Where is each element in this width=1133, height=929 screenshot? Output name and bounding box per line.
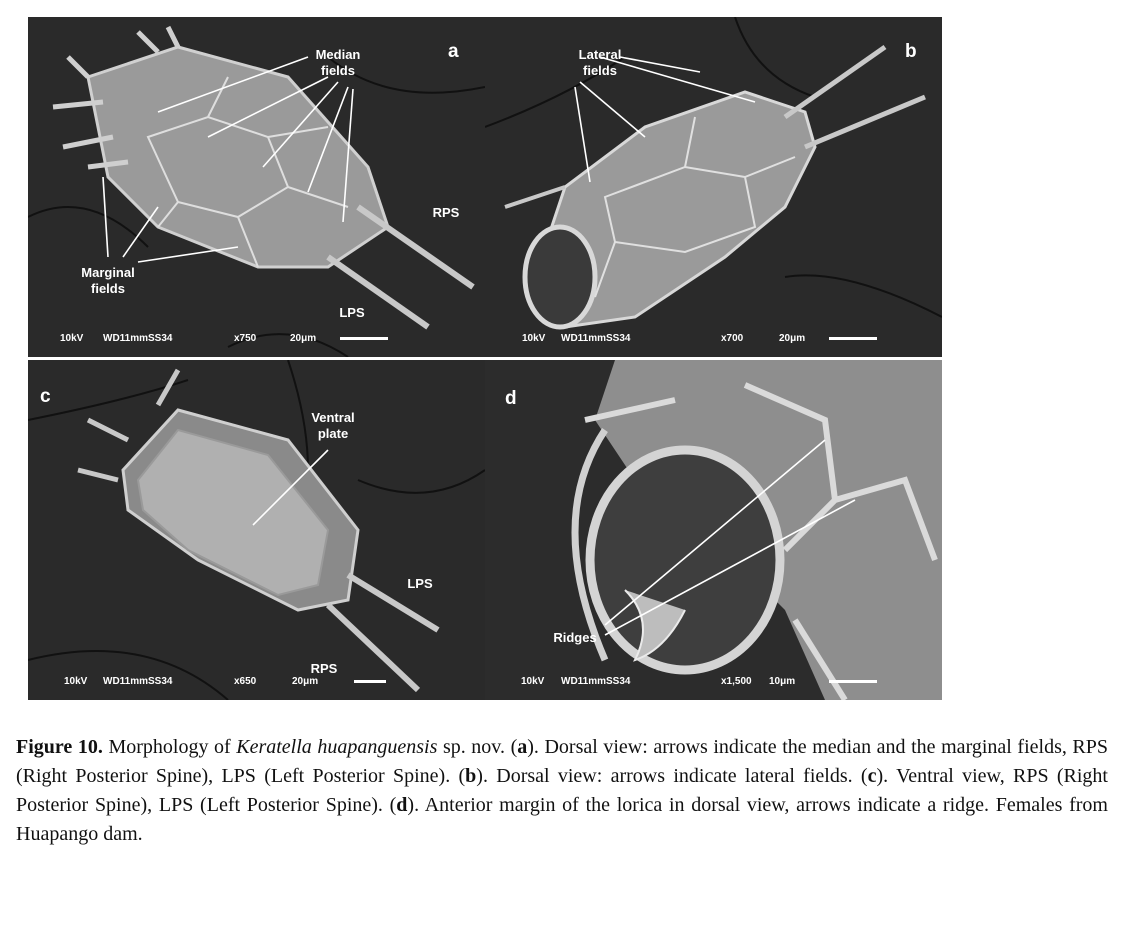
info-scale: 20μm	[292, 676, 319, 687]
info-mag: x750	[234, 333, 257, 344]
info-mag: x650	[234, 676, 257, 687]
info-wd: WD11mmSS34	[561, 676, 631, 687]
figure-caption	[16, 733, 1108, 849]
panel-b	[485, 17, 942, 357]
species-name: Keratella huapanguensis	[236, 736, 438, 758]
scale-bar	[340, 337, 388, 340]
info-kv: 10kV	[521, 676, 545, 687]
sem-info-bar-d	[485, 672, 942, 692]
panel-c	[28, 360, 485, 700]
scale-bar	[354, 680, 386, 683]
caption-text: ). Anterior margin of the lorica in dorsal view, arrows indicate a ridge. Females from Huapango dam.	[16, 794, 1108, 845]
label-lateral-fields: Lateral fields	[578, 47, 622, 78]
label-median-fields: Median fields	[315, 47, 361, 78]
label-marginal-fields: Marginal fields	[81, 265, 135, 296]
label-lps: LPS	[339, 305, 365, 320]
caption-text: ). Dorsal view: arrows indicate the median and the marginal fields, RPS (Right Posterior Spine), LPS (Left Posterior Spine). (	[16, 736, 1109, 787]
label-lps: LPS	[407, 576, 433, 591]
info-kv: 10kV	[60, 333, 84, 344]
info-mag: x700	[721, 333, 744, 344]
label-ventral-plate: Ventral plate	[311, 410, 355, 441]
sem-info-bar-c	[28, 672, 485, 692]
info-scale: 20μm	[290, 333, 317, 344]
caption-text: sp. nov. (	[442, 736, 518, 758]
label-rps: RPS	[432, 205, 460, 220]
sem-info-bar-a	[28, 329, 485, 349]
panel-letter-b: b	[905, 41, 917, 62]
caption-text: ). Ventral view, RPS (Right Posterior Spine), LPS (Left Posterior Spine). (	[16, 765, 1108, 816]
info-mag: x1,500	[721, 676, 752, 687]
panel-letter-c: c	[40, 386, 51, 407]
info-scale: 20μm	[779, 333, 806, 344]
sem-image-d	[485, 360, 942, 700]
figure-label: Figure 10.	[16, 736, 103, 758]
sem-info-bar-b	[485, 329, 942, 349]
panel-letter-a: a	[448, 41, 459, 62]
panel-ref-a: a	[517, 736, 528, 758]
figure-10	[28, 17, 942, 700]
sem-image-a	[28, 17, 485, 357]
info-wd: WD11mmSS34	[103, 676, 173, 687]
panel-letter-d: d	[505, 388, 517, 409]
info-scale: 10μm	[769, 676, 796, 687]
panel-a	[28, 17, 485, 357]
info-kv: 10kV	[64, 676, 88, 687]
panel-ref-c: c	[867, 765, 877, 787]
info-wd: WD11mmSS34	[103, 333, 173, 344]
caption-text: Morphology of	[108, 736, 231, 758]
scale-bar	[829, 337, 877, 340]
label-ridges: Ridges	[553, 630, 597, 645]
info-kv: 10kV	[522, 333, 546, 344]
panel-ref-d: d	[396, 794, 408, 816]
scale-bar	[829, 680, 877, 683]
caption-text: ). Dorsal view: arrows indicate lateral fields. (	[476, 765, 868, 787]
info-wd: WD11mmSS34	[561, 333, 631, 344]
label-rps: RPS	[310, 661, 338, 676]
sem-image-c	[28, 360, 485, 700]
panel-ref-b: b	[465, 765, 477, 787]
panel-d	[485, 360, 942, 700]
sem-image-b	[485, 17, 942, 357]
